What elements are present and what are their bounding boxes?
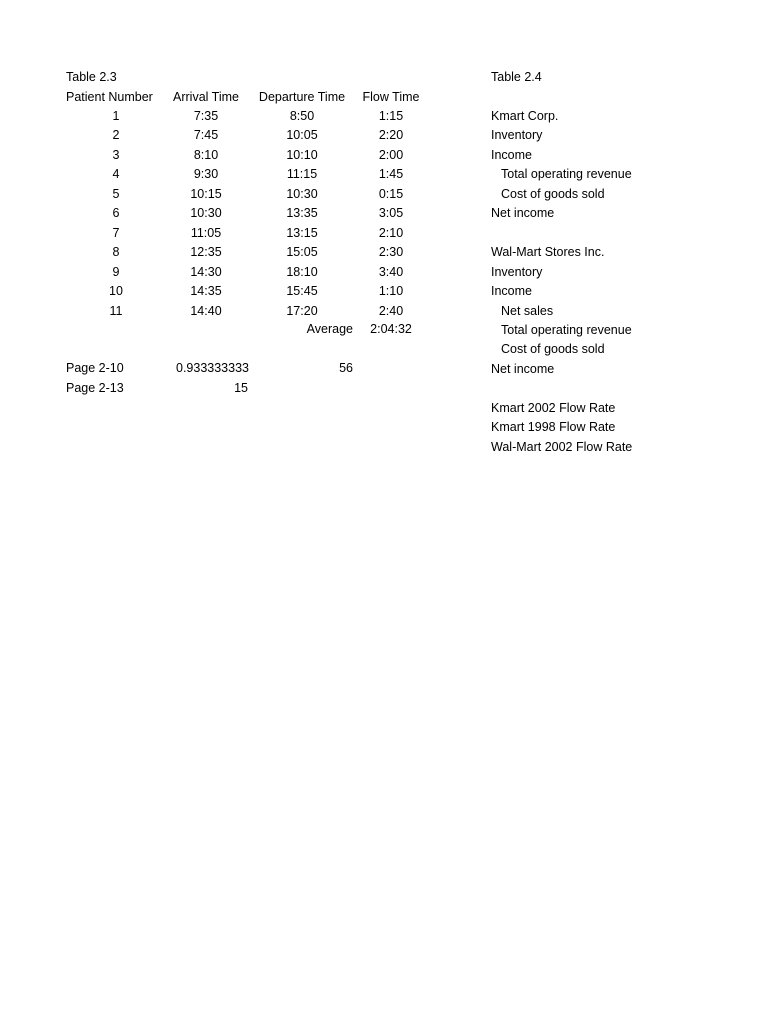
departure-time-cell: 10:30 xyxy=(286,186,318,201)
average-label: Average xyxy=(306,322,353,336)
departure-time-cell: 8:50 xyxy=(289,109,315,123)
departure-time-cell: 18:10 xyxy=(286,264,318,279)
departure-time-cell: 11:15 xyxy=(286,167,318,182)
table-2-4-line: Income xyxy=(491,284,532,299)
table-2-4-line: Net sales xyxy=(501,303,554,318)
table-2-4-line: Cost of goods sold xyxy=(501,342,605,357)
flow-time-cell: 1:10 xyxy=(378,284,404,299)
table-2-4-line: Inventory xyxy=(491,128,543,143)
table-2-4-line: Kmart 2002 Flow Rate xyxy=(491,400,616,415)
table-2-4-line: Wal-Mart Stores Inc. xyxy=(491,245,605,260)
departure-time-cell: 15:45 xyxy=(286,284,318,299)
patient-number-cell: 4 xyxy=(112,167,120,182)
arrival-time-cell: 10:15 xyxy=(190,186,222,201)
flow-time-cell: 2:40 xyxy=(378,303,404,318)
arrival-time-cell: 14:40 xyxy=(190,303,222,318)
departure-time-cell: 13:35 xyxy=(286,206,318,221)
arrival-time-cell: 9:30 xyxy=(193,167,219,182)
patient-number-cell: 11 xyxy=(109,303,123,318)
page-2-13-label: Page 2-13 xyxy=(66,381,124,395)
patient-number-cell: 7 xyxy=(112,225,120,240)
departure-time-cell: 15:05 xyxy=(286,245,318,260)
table-2-4-line: Total operating revenue xyxy=(501,322,632,337)
patient-number-cell: 8 xyxy=(112,245,120,260)
patient-number-cell: 2 xyxy=(112,128,120,143)
flow-time-cell: 2:20 xyxy=(378,128,404,143)
flow-time-cell: 0:15 xyxy=(378,186,404,201)
patient-number-cell: 6 xyxy=(112,206,120,221)
table-2-4-line: Total operating revenue xyxy=(501,167,632,182)
flow-time-cell: 3:40 xyxy=(378,264,404,279)
arrival-time-cell: 7:45 xyxy=(193,128,219,143)
patient-number-cell: 1 xyxy=(112,109,120,123)
table-2-4-line: Kmart 1998 Flow Rate xyxy=(491,420,616,435)
flow-time-cell: 2:00 xyxy=(378,147,404,162)
arrival-time-cell: 8:10 xyxy=(193,147,219,162)
average-value: 2:04:32 xyxy=(370,322,412,336)
flow-time-cell: 2:10 xyxy=(378,225,404,240)
table-2-4-line xyxy=(491,379,751,399)
page-2-10-value-2: 56 xyxy=(339,361,353,375)
patient-number-cell: 10 xyxy=(109,284,123,299)
arrival-time-cell: 14:35 xyxy=(190,284,222,299)
table-2-4-line: Cost of goods sold xyxy=(501,186,605,201)
flow-time-cell: 1:15 xyxy=(378,109,404,123)
patient-number-cell: 5 xyxy=(112,186,120,201)
departure-time-cell: 10:05 xyxy=(286,128,318,143)
table-2-3-title: Table 2.3 xyxy=(66,70,117,84)
page-2-13-value-1: 15 xyxy=(234,381,248,395)
patient-number-cell: 3 xyxy=(112,147,120,162)
flow-time-cell: 3:05 xyxy=(378,206,404,221)
table-2-4-line: Inventory xyxy=(491,264,543,279)
arrival-time-cell: 11:05 xyxy=(190,225,222,240)
table-2-4-line: Kmart Corp. xyxy=(491,109,559,123)
page-2-10-label: Page 2-10 xyxy=(66,361,124,375)
header-departure-time: Departure Time xyxy=(258,90,346,104)
table-2-4-line: Income xyxy=(491,147,532,162)
departure-time-cell: 17:20 xyxy=(286,303,318,318)
arrival-time-cell: 14:30 xyxy=(190,264,222,279)
page-2-10-value-1: 0.933333333 xyxy=(176,361,249,375)
header-flow-time: Flow Time xyxy=(362,90,420,104)
flow-time-cell: 1:45 xyxy=(378,167,404,182)
patient-number-cell: 9 xyxy=(112,264,120,279)
departure-time-cell: 13:15 xyxy=(286,225,318,240)
arrival-time-cell: 7:35 xyxy=(193,109,219,123)
table-2-4-line xyxy=(491,224,751,244)
table-2-4-line: Net income xyxy=(491,361,555,376)
arrival-time-cell: 10:30 xyxy=(190,206,222,221)
table-2-4-title: Table 2.4 xyxy=(491,70,542,84)
departure-time-cell: 10:10 xyxy=(286,147,318,162)
table-2-4-line: Net income xyxy=(491,206,555,221)
header-patient-number: Patient Number xyxy=(66,90,153,104)
arrival-time-cell: 12:35 xyxy=(190,245,222,260)
flow-time-cell: 2:30 xyxy=(378,245,404,260)
header-arrival-time: Arrival Time xyxy=(173,90,239,104)
table-2-4-line: Wal-Mart 2002 Flow Rate xyxy=(491,439,633,454)
